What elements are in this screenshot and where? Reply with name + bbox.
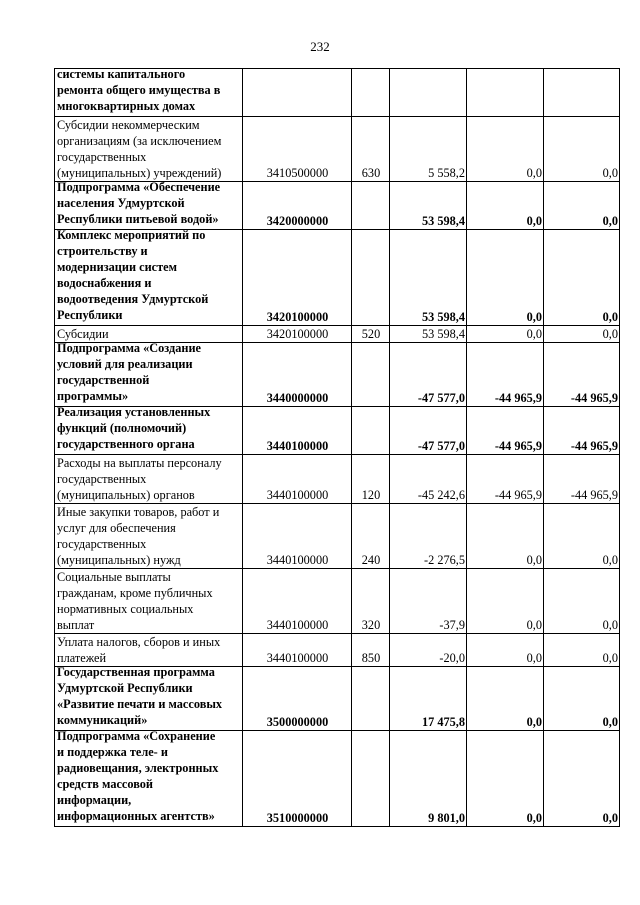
- row-code-text: 3510000000: [266, 811, 329, 825]
- row-type-text: 520: [361, 327, 381, 341]
- row-value-3-cell: [544, 69, 620, 117]
- row-value-3-text: 0,0: [602, 651, 618, 665]
- row-value-1-text: -47 577,0: [417, 439, 465, 453]
- row-type-cell: [352, 182, 390, 230]
- row-type-cell: [352, 667, 390, 731]
- row-value-1-cell: [390, 117, 467, 182]
- row-name-cell: [55, 343, 243, 407]
- row-value-3-text: 0,0: [602, 811, 618, 825]
- row-value-2-cell: [467, 182, 544, 230]
- row-name-text: Социальные выплаты гражданам, кроме публичных нормативных социальных выплат: [57, 570, 213, 632]
- row-code-text: 3420100000: [266, 327, 329, 341]
- row-name-cell: [55, 634, 243, 667]
- table-row: [55, 230, 620, 326]
- row-value-3-cell: [544, 667, 620, 731]
- row-code-cell: [243, 455, 352, 504]
- table-row: [55, 182, 620, 230]
- table-row: [55, 504, 620, 569]
- row-code-cell: [243, 326, 352, 343]
- row-code-cell: [243, 230, 352, 326]
- table-body: [55, 69, 620, 827]
- row-value-2-text: 0,0: [526, 651, 542, 665]
- row-name-cell: [55, 569, 243, 634]
- row-value-2-text: 0,0: [526, 553, 542, 567]
- table-row: [55, 455, 620, 504]
- row-name-text: Субсидии: [57, 327, 109, 341]
- row-value-3-text: -44 965,9: [570, 439, 618, 453]
- table-row: [55, 69, 620, 117]
- row-value-2-cell: [467, 326, 544, 343]
- row-code-cell: [243, 117, 352, 182]
- row-name-text: Подпрограмма «Обеспечение населения Удмуртской Республики питьевой водой»: [57, 181, 221, 226]
- row-type-cell: [352, 634, 390, 667]
- row-value-1-text: -20,0: [439, 651, 465, 665]
- row-value-3-cell: [544, 230, 620, 326]
- row-value-3-cell: [544, 731, 620, 827]
- row-code-text: 3500000000: [266, 715, 329, 729]
- row-value-2-cell: [467, 667, 544, 731]
- row-name-text: Расходы на выплаты персоналу государственных (муниципальных) органов: [57, 456, 222, 502]
- row-value-3-cell: [544, 455, 620, 504]
- row-value-1-text: -45 242,6: [417, 488, 465, 502]
- row-code-cell: [243, 69, 352, 117]
- row-value-2-text: 0,0: [526, 214, 542, 228]
- row-type-text: 320: [361, 618, 381, 632]
- row-value-1-text: 17 475,8: [421, 715, 465, 729]
- row-value-2-text: 0,0: [526, 811, 542, 825]
- page-number: 232: [310, 39, 330, 54]
- row-value-2-cell: [467, 343, 544, 407]
- row-type-cell: [352, 343, 390, 407]
- row-value-3-cell: [544, 504, 620, 569]
- row-name-text: Подпрограмма «Сохранение и поддержка теле- и радиовещания, электронных средств массовой информации, информационных агентств»: [57, 730, 219, 823]
- row-name-cell: [55, 326, 243, 343]
- row-value-3-text: -44 965,9: [570, 391, 618, 405]
- row-value-3-cell: [544, 569, 620, 634]
- row-type-text: 240: [361, 553, 381, 567]
- row-code-cell: [243, 667, 352, 731]
- row-value-3-cell: [544, 182, 620, 230]
- row-value-2-cell: [467, 117, 544, 182]
- row-code-cell: [243, 731, 352, 827]
- row-value-3-text: 0,0: [602, 553, 618, 567]
- row-code-cell: [243, 504, 352, 569]
- row-value-3-text: 0,0: [602, 310, 618, 324]
- row-value-1-cell: [390, 230, 467, 326]
- row-name-text: Комплекс мероприятий по строительству и модернизации систем водоснабжения и водоотведения Удмуртской Республики: [57, 229, 209, 322]
- row-code-text: 3420000000: [266, 214, 329, 228]
- row-value-2-text: 0,0: [526, 327, 542, 341]
- row-code-text: 3440100000: [266, 488, 329, 502]
- table-row: [55, 667, 620, 731]
- table-row: [55, 731, 620, 827]
- row-value-1-text: -37,9: [439, 618, 465, 632]
- row-value-1-cell: [390, 455, 467, 504]
- row-name-cell: [55, 117, 243, 182]
- row-name-text: системы капитального ремонта общего имущества в многоквартирных домах: [57, 68, 221, 113]
- table-row: [55, 407, 620, 455]
- row-name-cell: [55, 407, 243, 455]
- row-code-text: 3410500000: [266, 166, 329, 180]
- row-value-3-text: -44 965,9: [570, 488, 618, 502]
- row-value-1-text: 9 801,0: [428, 811, 465, 825]
- table-row: [55, 326, 620, 343]
- row-code-text: 3440100000: [266, 651, 329, 665]
- row-name-text: Уплата налогов, сборов и иных платежей: [57, 635, 221, 665]
- row-value-1-cell: [390, 407, 467, 455]
- row-type-cell: [352, 569, 390, 634]
- row-value-2-cell: [467, 455, 544, 504]
- row-value-2-cell: [467, 230, 544, 326]
- row-value-3-cell: [544, 407, 620, 455]
- row-type-cell: [352, 326, 390, 343]
- row-name-text: Реализация установленных функций (полномочий) государственного органа: [57, 406, 211, 451]
- table-row: [55, 569, 620, 634]
- row-value-1-text: -2 276,5: [424, 553, 465, 567]
- budget-table: [54, 68, 620, 827]
- row-code-text: 3420100000: [266, 310, 329, 324]
- row-value-1-text: 53 598,4: [421, 327, 465, 341]
- row-name-text: Субсидии некоммерческим организациям (за исключением государственных (муниципальных) учреждений): [57, 118, 222, 180]
- row-name-cell: [55, 731, 243, 827]
- row-value-3-cell: [544, 634, 620, 667]
- row-value-2-cell: [467, 69, 544, 117]
- row-value-1-cell: [390, 569, 467, 634]
- row-value-2-text: -44 965,9: [494, 391, 542, 405]
- row-value-2-text: -44 965,9: [494, 488, 542, 502]
- row-type-cell: [352, 504, 390, 569]
- row-value-2-cell: [467, 407, 544, 455]
- row-code-text: 3440100000: [266, 553, 329, 567]
- row-name-text: Подпрограмма «Создание условий для реализации государственной программы»: [57, 342, 202, 403]
- row-value-2-cell: [467, 731, 544, 827]
- row-name-cell: [55, 230, 243, 326]
- row-name-cell: [55, 69, 243, 117]
- row-type-text: 850: [361, 651, 381, 665]
- row-name-cell: [55, 182, 243, 230]
- table-row: [55, 117, 620, 182]
- row-code-text: 3440000000: [266, 391, 329, 405]
- row-value-1-text: 5 558,2: [428, 166, 465, 180]
- row-value-1-cell: [390, 69, 467, 117]
- row-value-3-text: 0,0: [602, 214, 618, 228]
- table-row: [55, 343, 620, 407]
- row-value-3-text: 0,0: [602, 715, 618, 729]
- row-value-1-text: -47 577,0: [417, 391, 465, 405]
- row-value-2-cell: [467, 504, 544, 569]
- row-name-text: Государственная программа Удмуртской Республики «Развитие печати и массовых коммуникаций»: [57, 666, 223, 727]
- row-value-3-cell: [544, 343, 620, 407]
- row-value-3-text: 0,0: [602, 327, 618, 341]
- row-value-2-text: 0,0: [526, 715, 542, 729]
- row-value-2-text: 0,0: [526, 618, 542, 632]
- row-code-cell: [243, 182, 352, 230]
- row-name-cell: [55, 667, 243, 731]
- row-value-1-text: 53 598,4: [421, 310, 465, 324]
- row-code-cell: [243, 634, 352, 667]
- row-type-cell: [352, 69, 390, 117]
- row-value-2-text: -44 965,9: [494, 439, 542, 453]
- row-code-text: 3440100000: [266, 439, 329, 453]
- row-value-1-cell: [390, 731, 467, 827]
- row-value-2-cell: [467, 634, 544, 667]
- row-value-2-text: 0,0: [526, 310, 542, 324]
- table-row: [55, 634, 620, 667]
- row-code-cell: [243, 407, 352, 455]
- row-type-cell: [352, 731, 390, 827]
- row-name-cell: [55, 455, 243, 504]
- row-type-cell: [352, 230, 390, 326]
- row-type-text: 630: [361, 166, 381, 180]
- row-value-3-cell: [544, 117, 620, 182]
- row-name-cell: [55, 504, 243, 569]
- row-value-1-cell: [390, 343, 467, 407]
- row-value-1-cell: [390, 182, 467, 230]
- row-code-cell: [243, 343, 352, 407]
- row-name-text: Иные закупки товаров, работ и услуг для обеспечения государственных (муниципальных) нужд: [57, 505, 220, 567]
- row-code-cell: [243, 569, 352, 634]
- row-value-3-text: 0,0: [602, 618, 618, 632]
- row-value-1-cell: [390, 504, 467, 569]
- row-value-2-text: 0,0: [526, 166, 542, 180]
- row-code-text: 3440100000: [266, 618, 329, 632]
- row-value-1-cell: [390, 634, 467, 667]
- row-value-3-cell: [544, 326, 620, 343]
- row-type-cell: [352, 455, 390, 504]
- row-value-1-cell: [390, 667, 467, 731]
- row-type-cell: [352, 407, 390, 455]
- row-type-cell: [352, 117, 390, 182]
- row-value-1-cell: [390, 326, 467, 343]
- row-value-3-text: 0,0: [602, 166, 618, 180]
- row-value-2-cell: [467, 569, 544, 634]
- row-value-1-text: 53 598,4: [421, 214, 465, 228]
- row-type-text: 120: [361, 488, 381, 502]
